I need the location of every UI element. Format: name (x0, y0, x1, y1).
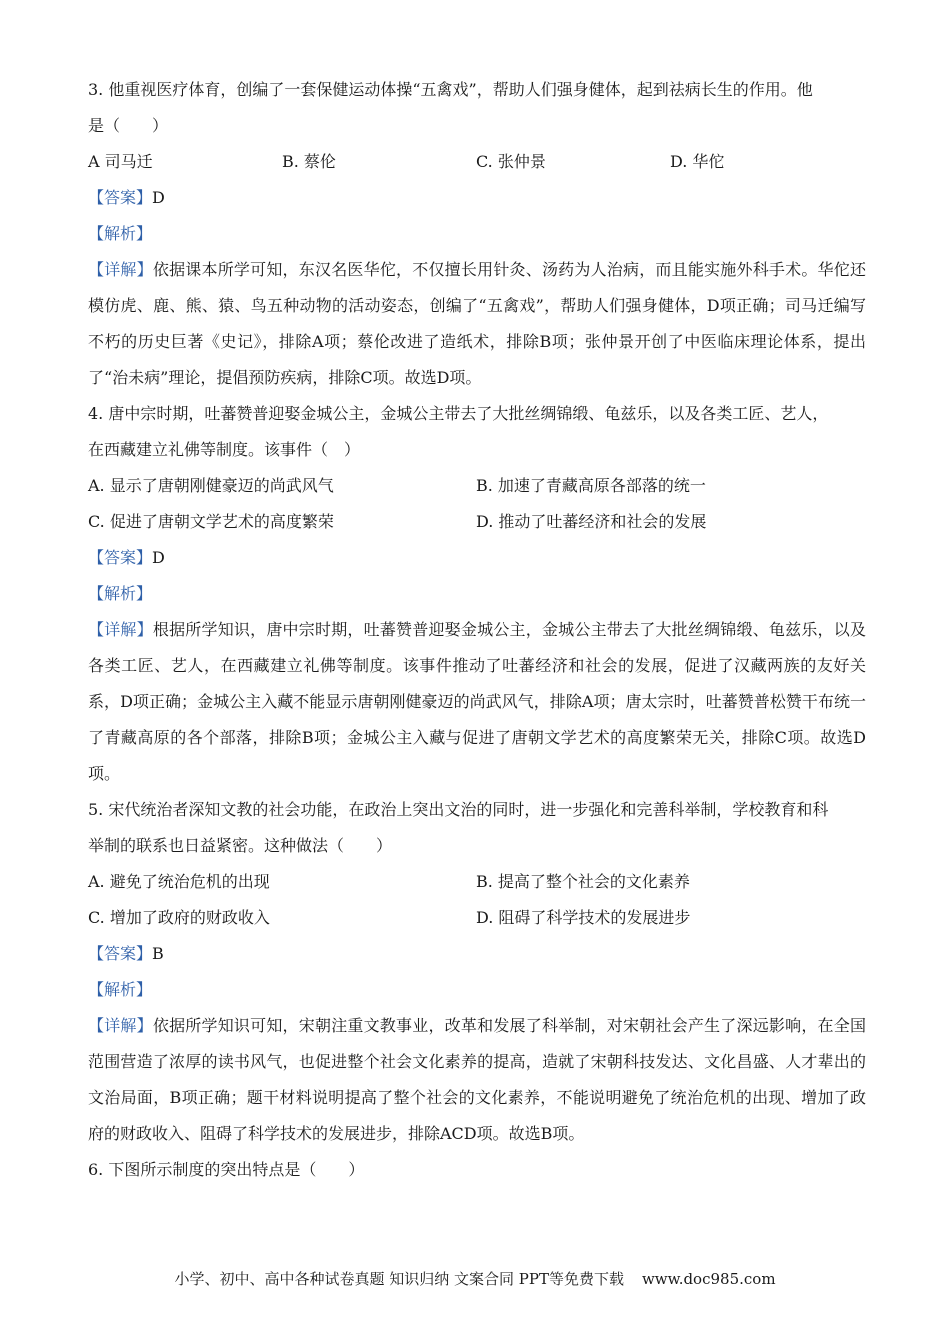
analysis-tag: 【解析】 (88, 584, 153, 603)
footer-text: 小学、初中、高中各种试卷真题 知识归纳 文案合同 PPT等免费下载 (174, 1270, 624, 1288)
question-stem-cont: 举制的联系也日益紧密。这种做法（ ） (88, 836, 393, 855)
detail-tag: 【详解】 (88, 620, 153, 639)
analysis-tag: 【解析】 (88, 980, 153, 999)
question-stem-cont: 在西藏建立礼佛等制度。该事件（ ） (88, 440, 361, 459)
detail-tag: 【详解】 (88, 1016, 153, 1035)
detail-paragraph (88, 612, 866, 792)
question-5 (88, 792, 866, 1152)
detail-text: 依据课本所学可知，东汉名医华佗，不仅擅长用针灸、汤药为人治病，而且能实施外科手术。华佗还模仿虎、鹿、熊、猿、鸟五种动物的活动姿态，创编了“五禽戏”，帮助人们强身健体，D项正确；司马迁编写不朽的历史巨著《史记》，排除A项；蔡伦改进了造纸术，排除B项；张仲景开创了中医临床理论体系，提出了“治未病”理论，提倡预防疾病，排除C项。故选D项。 (88, 260, 866, 387)
option-a: A 司马迁 (88, 152, 153, 171)
option-d: D. 推动了吐蕃经济和社会的发展 (476, 512, 707, 531)
option-b: B. 加速了青藏高原各部落的统一 (476, 476, 706, 495)
analysis-line (88, 216, 866, 252)
detail-paragraph (88, 1008, 866, 1152)
detail-text: 依据所学知识可知，宋朝注重文教事业，改革和发展了科举制，对宋朝社会产生了深远影响，在全国范围营造了浓厚的读书风气，也促进整个社会文化素养的提高，造就了宋朝科技发达、文化昌盛、人才辈出的文治局面，B项正确；题干材料说明提高了整个社会的文化素养，不能说明避免了统治危机的出现、增加了政府的财政收入、阻碍了科学技术的发展进步，排除ACD项。故选B项。 (88, 1016, 866, 1143)
analysis-line (88, 972, 866, 1008)
question-3 (88, 72, 866, 396)
answer-tag: 【答案】 (88, 944, 153, 963)
answer-tag: 【答案】 (88, 548, 153, 567)
option-c: C. 促进了唐朝文学艺术的高度繁荣 (88, 512, 334, 531)
answer-line (88, 936, 866, 972)
question-stem: 5. 宋代统治者深知文教的社会功能，在政治上突出文治的同时，进一步强化和完善科举制，学校教育和科 (88, 800, 829, 819)
option-d: D. 华佗 (670, 152, 725, 171)
detail-tag: 【详解】 (88, 260, 153, 279)
option-a: A. 避免了统治危机的出现 (88, 872, 270, 891)
answer-line (88, 180, 866, 216)
question-stem: 4. 唐中宗时期，吐蕃赞普迎娶金城公主，金城公主带去了大批丝绸锦缎、龟兹乐，以及各类工匠、艺人， (88, 404, 829, 423)
answer-value: D (152, 548, 165, 567)
option-b: B. 蔡伦 (282, 152, 336, 171)
question-stem: 3. 他重视医疗体育，创编了一套保健运动体操“五禽戏”，帮助人们强身健体，起到祛病长生的作用。他 (88, 80, 813, 99)
answer-value: B (152, 944, 164, 963)
analysis-line (88, 576, 866, 612)
option-c: C. 张仲景 (476, 152, 546, 171)
option-d: D. 阻碍了科学技术的发展进步 (476, 908, 691, 927)
options (88, 468, 866, 540)
question-stem: 6. 下图所示制度的突出特点是（ ） (88, 1160, 365, 1179)
answer-value: D (152, 188, 165, 207)
options (88, 864, 866, 936)
analysis-tag: 【解析】 (88, 224, 153, 243)
question-6 (88, 1152, 866, 1188)
question-stem-cont: 是（ ） (88, 116, 169, 135)
option-b: B. 提高了整个社会的文化素养 (476, 872, 690, 891)
question-4 (88, 396, 866, 792)
detail-paragraph (88, 252, 866, 396)
footer-site[interactable]: www.doc985.com (641, 1270, 776, 1288)
page-footer (0, 1268, 950, 1290)
answer-tag: 【答案】 (88, 188, 153, 207)
detail-text: 根据所学知识，唐中宗时期，吐蕃赞普迎娶金城公主，金城公主带去了大批丝绸锦缎、龟兹乐，以及各类工匠、艺人，在西藏建立礼佛等制度。该事件推动了吐蕃经济和社会的发展，促进了汉藏两族的友好关系，D项正确；金城公主入藏不能显示唐朝刚健豪迈的尚武风气，排除A项；唐太宗时，吐蕃赞普松赞干布统一了青藏高原的各个部落，排除B项；金城公主入藏与促进了唐朝文学艺术的高度繁荣无关，排除C项。故选D项。 (88, 620, 866, 783)
document-body (88, 72, 866, 1188)
option-c: C. 增加了政府的财政收入 (88, 908, 270, 927)
options (88, 144, 866, 180)
option-a: A. 显示了唐朝刚健豪迈的尚武风气 (88, 476, 334, 495)
answer-line (88, 540, 866, 576)
